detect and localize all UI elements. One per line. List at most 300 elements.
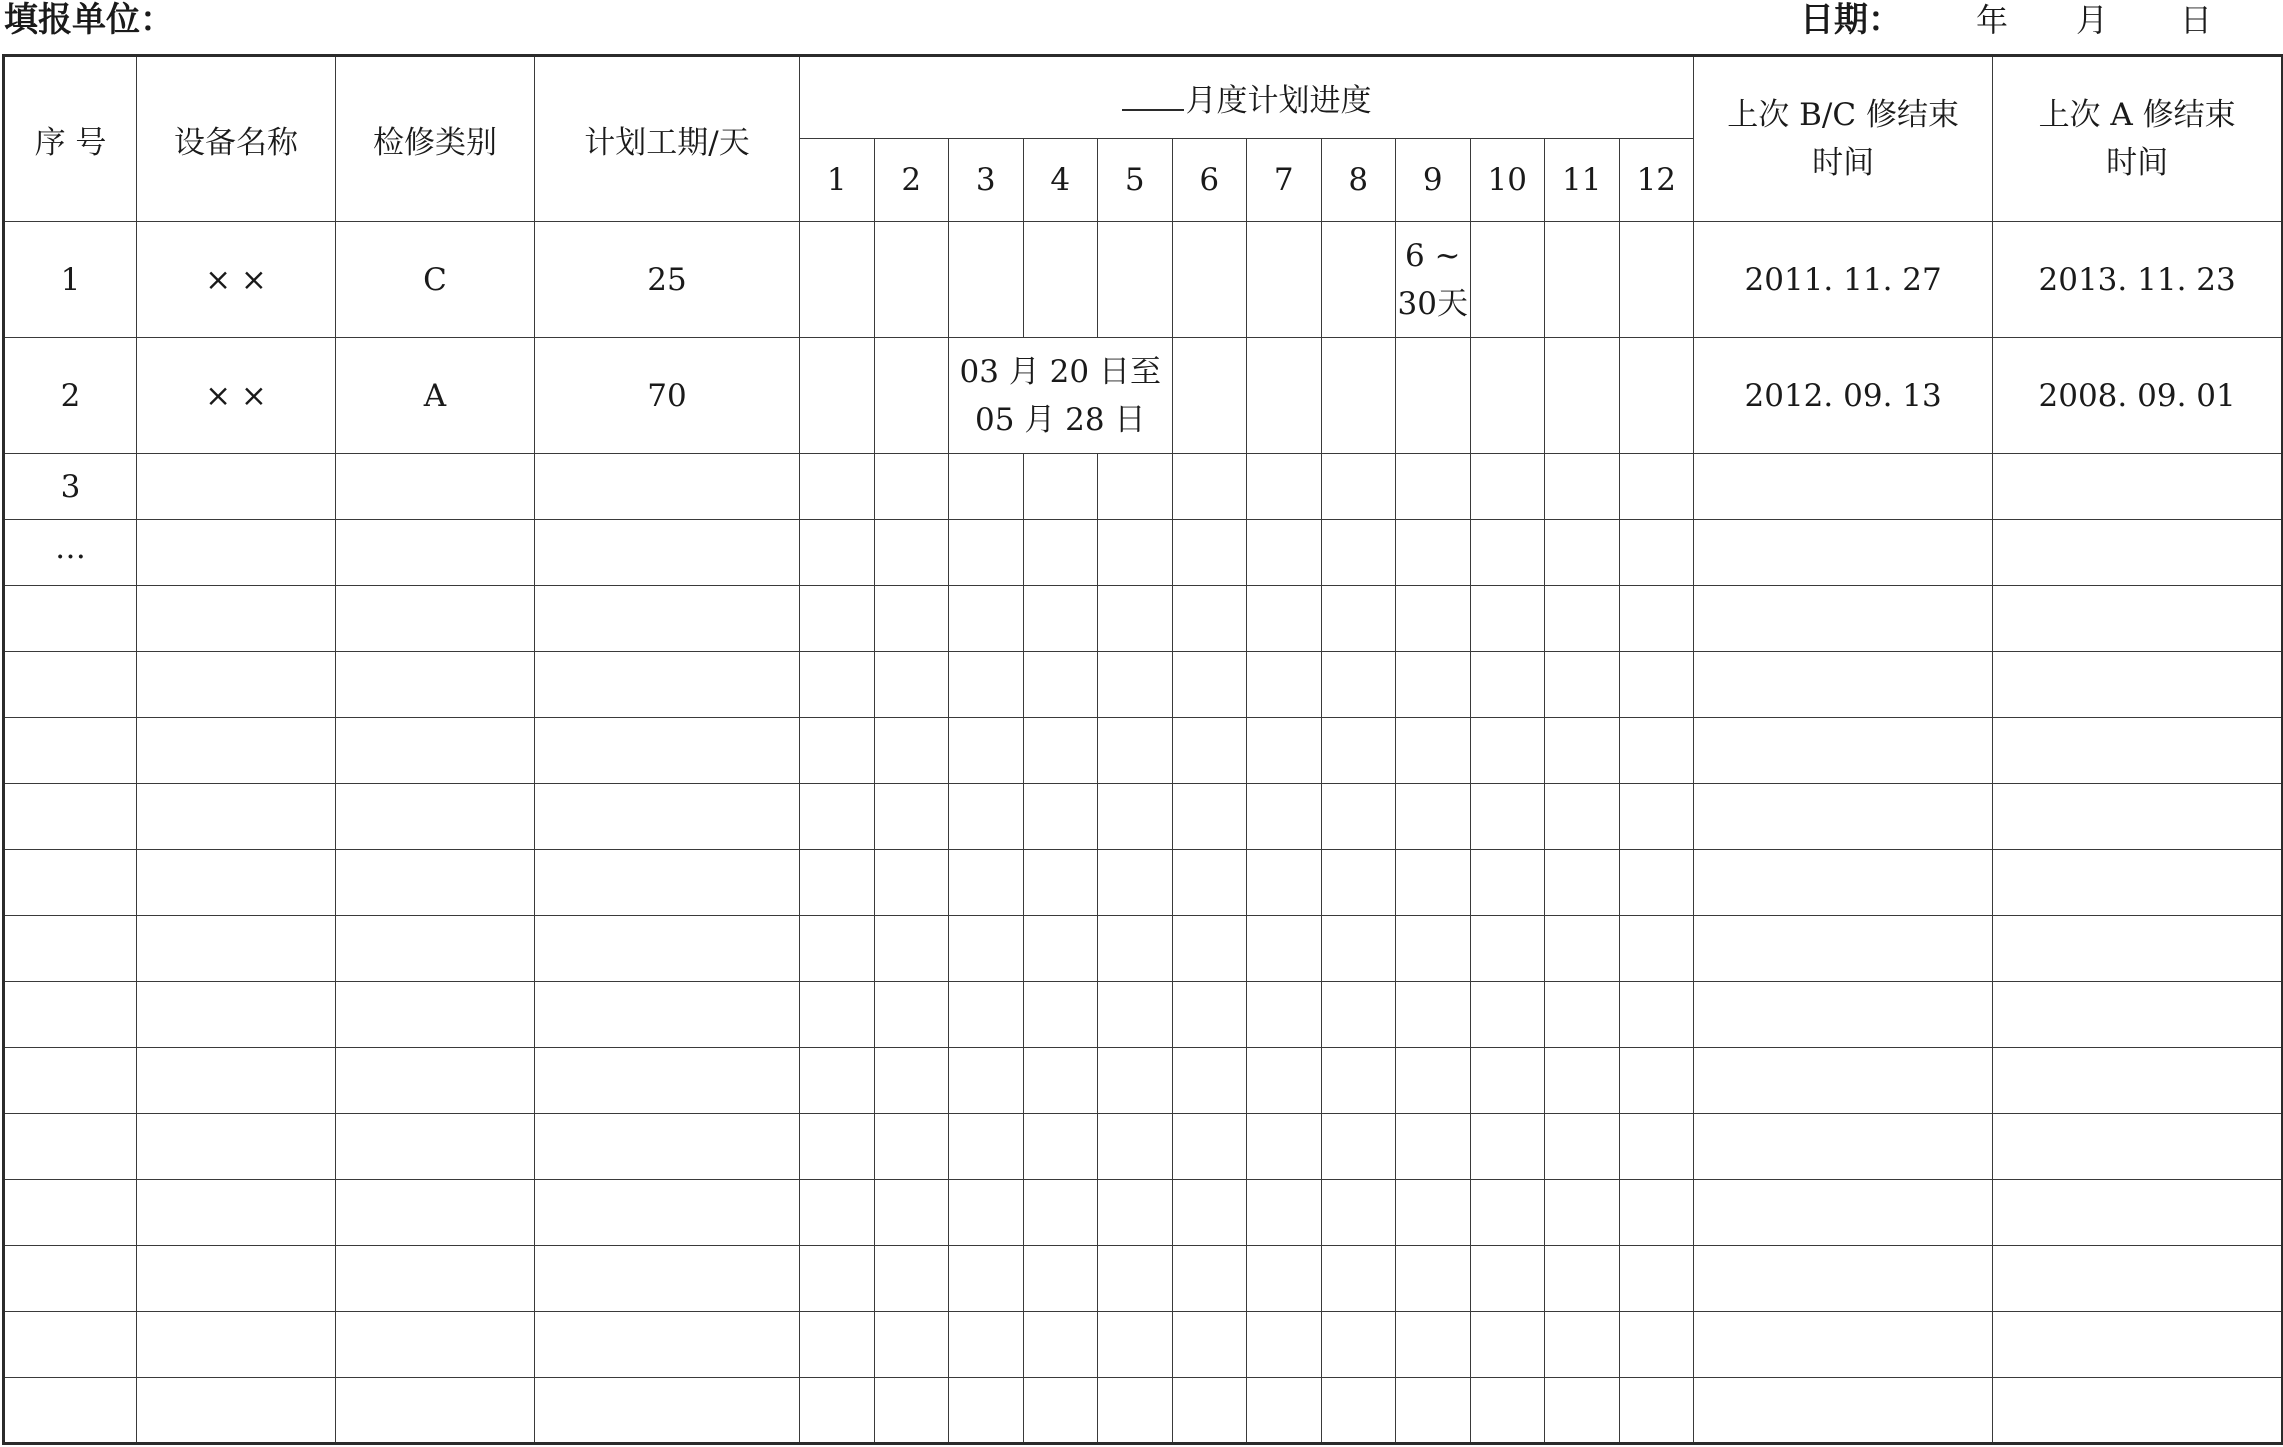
cell-last-a <box>1993 652 2283 718</box>
header-month-5: 5 <box>1098 139 1173 222</box>
cell-month-8 <box>1321 850 1396 916</box>
cell-device: × × <box>137 338 336 454</box>
cell-month-8 <box>1321 1180 1396 1246</box>
cell-last-bc <box>1694 916 1993 982</box>
cell-month-9 <box>1396 1180 1471 1246</box>
cell-month-10 <box>1470 454 1545 520</box>
cell-month-11 <box>1545 916 1620 982</box>
cell-last-a <box>1993 1246 2283 1312</box>
cell-last-a <box>1993 916 2283 982</box>
cell-device <box>137 718 336 784</box>
header-month-12: 12 <box>1619 139 1694 222</box>
cell-month-1 <box>800 784 875 850</box>
cell-month-1 <box>800 454 875 520</box>
cell-category <box>336 916 535 982</box>
cell-month-8 <box>1321 916 1396 982</box>
cell-seq <box>4 850 137 916</box>
cell-month-1 <box>800 520 875 586</box>
header-last-bc-end <box>1694 56 1993 222</box>
cell-category <box>336 1378 535 1444</box>
cell-category: A <box>336 338 535 454</box>
cell-month-12 <box>1619 850 1694 916</box>
cell-month-10 <box>1470 222 1545 338</box>
cell-category <box>336 784 535 850</box>
header-last-bc-line1: 上次 B/C 修结束 <box>1727 97 1959 133</box>
cell-month-2 <box>874 784 949 850</box>
cell-month-10 <box>1470 520 1545 586</box>
cell-month-3 <box>949 652 1024 718</box>
table-row <box>4 916 2283 982</box>
cell-device <box>137 454 336 520</box>
cell-month-11 <box>1545 520 1620 586</box>
cell-month-12 <box>1619 1246 1694 1312</box>
cell-month-11 <box>1545 982 1620 1048</box>
cell-month-7 <box>1247 1378 1322 1444</box>
cell-month-3 <box>949 1246 1024 1312</box>
cell-seq: 1 <box>4 222 137 338</box>
cell-month-12 <box>1619 1114 1694 1180</box>
cell-month-2 <box>874 454 949 520</box>
cell-month-8 <box>1321 222 1396 338</box>
cell-month-11 <box>1545 1246 1620 1312</box>
cell-month-5 <box>1098 916 1173 982</box>
cell-duration <box>535 1246 800 1312</box>
cell-month-12 <box>1619 1180 1694 1246</box>
cell-month-9 <box>1396 338 1471 454</box>
cell-duration <box>535 718 800 784</box>
cell-duration <box>535 652 800 718</box>
cell-month-9 <box>1396 916 1471 982</box>
cell-last-bc <box>1694 982 1993 1048</box>
table-row <box>4 982 2283 1048</box>
cell-category <box>336 1246 535 1312</box>
month9-plan-line1: 6 ~ <box>1404 237 1461 274</box>
cell-month-9 <box>1396 520 1471 586</box>
cell-month-5 <box>1098 222 1173 338</box>
cell-month-10 <box>1470 850 1545 916</box>
cell-month-10 <box>1470 718 1545 784</box>
cell-category <box>336 982 535 1048</box>
cell-month-7 <box>1247 1114 1322 1180</box>
cell-seq <box>4 718 137 784</box>
cell-month-6 <box>1172 586 1247 652</box>
cell-month-8 <box>1321 1048 1396 1114</box>
month-blank-underline <box>1122 81 1184 111</box>
span-plan-line1: 03 月 20 日至 <box>959 353 1161 390</box>
cell-month-5 <box>1098 454 1173 520</box>
cell-month-6 <box>1172 784 1247 850</box>
cell-month-4 <box>1023 454 1098 520</box>
cell-category <box>336 454 535 520</box>
cell-month-8 <box>1321 454 1396 520</box>
cell-month-4 <box>1023 718 1098 784</box>
cell-month-8 <box>1321 784 1396 850</box>
table-row <box>4 1048 2283 1114</box>
date-day-label: 日 <box>2180 1 2213 39</box>
cell-month-2 <box>874 1246 949 1312</box>
cell-month-11 <box>1545 454 1620 520</box>
cell-month-7 <box>1247 1048 1322 1114</box>
table-row <box>4 1246 2283 1312</box>
cell-month-4 <box>1023 1312 1098 1378</box>
cell-month-9 <box>1396 1048 1471 1114</box>
cell-month-3 <box>949 850 1024 916</box>
date-month-label: 月 <box>2076 1 2109 39</box>
cell-month-10 <box>1470 982 1545 1048</box>
cell-device <box>137 850 336 916</box>
header-last-a-end <box>1993 56 2283 222</box>
cell-seq <box>4 1312 137 1378</box>
cell-month-3 <box>949 586 1024 652</box>
cell-month-5 <box>1098 1114 1173 1180</box>
cell-month-1 <box>800 982 875 1048</box>
cell-month-5 <box>1098 1312 1173 1378</box>
cell-month-10 <box>1470 1180 1545 1246</box>
cell-month-9 <box>1396 784 1471 850</box>
cell-month-11 <box>1545 338 1620 454</box>
cell-month-2 <box>874 982 949 1048</box>
cell-month-12 <box>1619 784 1694 850</box>
header-month-7: 7 <box>1247 139 1322 222</box>
cell-seq <box>4 586 137 652</box>
cell-seq <box>4 1114 137 1180</box>
empty-rows <box>4 586 2283 1444</box>
cell-last-bc <box>1694 850 1993 916</box>
table-row <box>4 652 2283 718</box>
cell-duration <box>535 1114 800 1180</box>
cell-month-9 <box>1396 718 1471 784</box>
cell-duration <box>535 784 800 850</box>
cell-month-7 <box>1247 718 1322 784</box>
cell-category <box>336 1114 535 1180</box>
cell-month-10 <box>1470 586 1545 652</box>
cell-month-3 <box>949 454 1024 520</box>
header-seq: 序 号 <box>4 56 137 222</box>
table-row <box>4 222 2283 338</box>
cell-month-6 <box>1172 1048 1247 1114</box>
cell-month-10 <box>1470 1312 1545 1378</box>
cell-month-3 <box>949 1114 1024 1180</box>
cell-device <box>137 652 336 718</box>
header-last-bc-line2: 时间 <box>1812 145 1875 181</box>
cell-month-5 <box>1098 1246 1173 1312</box>
cell-month-2 <box>874 222 949 338</box>
cell-month-6 <box>1172 982 1247 1048</box>
cell-month-1 <box>800 1048 875 1114</box>
table-row <box>4 1180 2283 1246</box>
cell-seq <box>4 1048 137 1114</box>
cell-last-a <box>1993 982 2283 1048</box>
cell-month-2 <box>874 916 949 982</box>
cell-last-bc: 2011. 11. 27 <box>1694 222 1993 338</box>
cell-month-11 <box>1545 1048 1620 1114</box>
cell-month-5 <box>1098 1048 1173 1114</box>
table-row <box>4 784 2283 850</box>
cell-month-11 <box>1545 586 1620 652</box>
cell-month-1 <box>800 1312 875 1378</box>
cell-last-bc <box>1694 1114 1993 1180</box>
cell-month-6 <box>1172 718 1247 784</box>
cell-month-8 <box>1321 982 1396 1048</box>
cell-month-6 <box>1172 1312 1247 1378</box>
header-planned-duration: 计划工期/天 <box>535 56 800 222</box>
cell-month-8 <box>1321 1114 1396 1180</box>
cell-category <box>336 520 535 586</box>
cell-seq <box>4 982 137 1048</box>
cell-month-6 <box>1172 1246 1247 1312</box>
cell-last-a <box>1993 1180 2283 1246</box>
cell-duration <box>535 1048 800 1114</box>
cell-device <box>137 1180 336 1246</box>
header-month-1: 1 <box>800 139 875 222</box>
cell-month-9-plan <box>1396 222 1471 338</box>
cell-month-12 <box>1619 652 1694 718</box>
cell-month-3 <box>949 1048 1024 1114</box>
cell-month-4 <box>1023 1246 1098 1312</box>
cell-seq: 3 <box>4 454 137 520</box>
cell-month-3 <box>949 1180 1024 1246</box>
cell-month-7 <box>1247 784 1322 850</box>
cell-month-2 <box>874 850 949 916</box>
cell-month-8 <box>1321 718 1396 784</box>
cell-month-5 <box>1098 1180 1173 1246</box>
cell-month-12 <box>1619 454 1694 520</box>
cell-month-9 <box>1396 1312 1471 1378</box>
date-year-label: 年 <box>1976 1 2009 39</box>
cell-seq <box>4 784 137 850</box>
cell-month-5 <box>1098 784 1173 850</box>
cell-month-10 <box>1470 1048 1545 1114</box>
cell-last-bc <box>1694 1312 1993 1378</box>
header-month-4: 4 <box>1023 139 1098 222</box>
cell-month-1 <box>800 652 875 718</box>
header-month-10: 10 <box>1470 139 1545 222</box>
cell-month-3 <box>949 520 1024 586</box>
cell-month-6 <box>1172 1114 1247 1180</box>
cell-month-3 <box>949 982 1024 1048</box>
cell-month-9 <box>1396 982 1471 1048</box>
cell-month-1 <box>800 1378 875 1444</box>
table-row <box>4 520 2283 586</box>
cell-month-11 <box>1545 222 1620 338</box>
cell-month-2 <box>874 1378 949 1444</box>
cell-month-7 <box>1247 916 1322 982</box>
header-month-8: 8 <box>1321 139 1396 222</box>
month9-plan-line2: 30天 <box>1397 285 1468 322</box>
cell-month-6 <box>1172 652 1247 718</box>
cell-duration <box>535 454 800 520</box>
cell-month-11 <box>1545 1180 1620 1246</box>
cell-month-3 <box>949 784 1024 850</box>
cell-month-7 <box>1247 850 1322 916</box>
cell-month-3 <box>949 222 1024 338</box>
cell-month-8 <box>1321 586 1396 652</box>
cell-month-7 <box>1247 982 1322 1048</box>
cell-month-3 <box>949 718 1024 784</box>
cell-last-a <box>1993 718 2283 784</box>
cell-device <box>137 982 336 1048</box>
cell-month-11 <box>1545 718 1620 784</box>
cell-month-2 <box>874 1114 949 1180</box>
cell-month-10 <box>1470 1378 1545 1444</box>
header-last-a-line1: 上次 A 修结束 <box>2038 97 2236 133</box>
table-row <box>4 718 2283 784</box>
cell-month-6 <box>1172 338 1247 454</box>
cell-month-9 <box>1396 652 1471 718</box>
cell-last-a <box>1993 1312 2283 1378</box>
cell-category: C <box>336 222 535 338</box>
cell-category <box>336 1048 535 1114</box>
cell-month-1 <box>800 1114 875 1180</box>
cell-month-5 <box>1098 718 1173 784</box>
cell-month-5 <box>1098 586 1173 652</box>
cell-last-bc <box>1694 1048 1993 1114</box>
cell-last-bc <box>1694 520 1993 586</box>
cell-month-5 <box>1098 520 1173 586</box>
cell-month-7 <box>1247 338 1322 454</box>
cell-month-4 <box>1023 222 1098 338</box>
maintenance-schedule-table <box>2 54 2283 1445</box>
cell-month-12 <box>1619 338 1694 454</box>
cell-month-6 <box>1172 454 1247 520</box>
cell-month-4 <box>1023 1114 1098 1180</box>
cell-month-9 <box>1396 1378 1471 1444</box>
cell-device <box>137 916 336 982</box>
date-label: 日期： <box>1800 0 1902 40</box>
cell-month-1 <box>800 222 875 338</box>
cell-month-6 <box>1172 916 1247 982</box>
cell-month-2 <box>874 586 949 652</box>
cell-last-bc <box>1694 718 1993 784</box>
cell-seq <box>4 1378 137 1444</box>
cell-month-10 <box>1470 784 1545 850</box>
cell-month-5 <box>1098 1378 1173 1444</box>
cell-duration <box>535 520 800 586</box>
cell-month-12 <box>1619 916 1694 982</box>
cell-month-12 <box>1619 222 1694 338</box>
cell-month-11 <box>1545 1378 1620 1444</box>
cell-duration <box>535 1378 800 1444</box>
cell-category <box>336 1180 535 1246</box>
cell-month-4 <box>1023 652 1098 718</box>
cell-duration <box>535 586 800 652</box>
header-month-3: 3 <box>949 139 1024 222</box>
table-row <box>4 338 2283 454</box>
cell-month-6 <box>1172 850 1247 916</box>
cell-month-3-5-plan <box>949 338 1173 454</box>
cell-month-4 <box>1023 784 1098 850</box>
cell-month-1 <box>800 718 875 784</box>
cell-seq: … <box>4 520 137 586</box>
cell-month-2 <box>874 1048 949 1114</box>
cell-month-9 <box>1396 850 1471 916</box>
cell-duration <box>535 1312 800 1378</box>
cell-last-a: 2013. 11. 23 <box>1993 222 2283 338</box>
header-monthly-schedule <box>800 56 1694 139</box>
cell-seq <box>4 916 137 982</box>
cell-last-bc <box>1694 1378 1993 1444</box>
cell-device: × × <box>137 222 336 338</box>
table-row <box>4 1378 2283 1444</box>
cell-month-10 <box>1470 652 1545 718</box>
cell-last-a <box>1993 1048 2283 1114</box>
cell-month-10 <box>1470 916 1545 982</box>
cell-month-3 <box>949 916 1024 982</box>
cell-month-12 <box>1619 1312 1694 1378</box>
cell-month-9 <box>1396 454 1471 520</box>
cell-last-a <box>1993 586 2283 652</box>
table-row <box>4 1312 2283 1378</box>
cell-month-6 <box>1172 1180 1247 1246</box>
cell-month-5 <box>1098 982 1173 1048</box>
cell-month-7 <box>1247 1180 1322 1246</box>
cell-month-4 <box>1023 586 1098 652</box>
cell-category <box>336 652 535 718</box>
cell-last-a: 2008. 09. 01 <box>1993 338 2283 454</box>
cell-month-4 <box>1023 1048 1098 1114</box>
header-month-9: 9 <box>1396 139 1471 222</box>
cell-month-9 <box>1396 1246 1471 1312</box>
cell-seq <box>4 1180 137 1246</box>
cell-month-4 <box>1023 1180 1098 1246</box>
cell-category <box>336 718 535 784</box>
cell-month-7 <box>1247 586 1322 652</box>
cell-duration <box>535 850 800 916</box>
cell-month-4 <box>1023 916 1098 982</box>
cell-device <box>137 586 336 652</box>
cell-device <box>137 1378 336 1444</box>
cell-month-11 <box>1545 1312 1620 1378</box>
cell-month-2 <box>874 652 949 718</box>
cell-month-12 <box>1619 718 1694 784</box>
cell-month-12 <box>1619 586 1694 652</box>
cell-last-a <box>1993 1114 2283 1180</box>
cell-month-11 <box>1545 784 1620 850</box>
cell-month-11 <box>1545 1114 1620 1180</box>
cell-seq: 2 <box>4 338 137 454</box>
cell-last-bc <box>1694 784 1993 850</box>
header-month-6: 6 <box>1172 139 1247 222</box>
cell-month-1 <box>800 1246 875 1312</box>
cell-month-12 <box>1619 1048 1694 1114</box>
cell-month-9 <box>1396 586 1471 652</box>
cell-month-11 <box>1545 652 1620 718</box>
cell-month-8 <box>1321 520 1396 586</box>
cell-device <box>137 520 336 586</box>
header-device-name: 设备名称 <box>137 56 336 222</box>
header-month-11: 11 <box>1545 139 1620 222</box>
cell-duration: 70 <box>535 338 800 454</box>
cell-month-8 <box>1321 1378 1396 1444</box>
cell-month-2 <box>874 520 949 586</box>
cell-month-12 <box>1619 1378 1694 1444</box>
cell-month-4 <box>1023 1378 1098 1444</box>
cell-month-12 <box>1619 520 1694 586</box>
table-row <box>4 1114 2283 1180</box>
cell-last-a <box>1993 520 2283 586</box>
cell-month-1 <box>800 1180 875 1246</box>
cell-month-2 <box>874 718 949 784</box>
cell-month-6 <box>1172 520 1247 586</box>
cell-month-7 <box>1247 222 1322 338</box>
cell-last-a <box>1993 454 2283 520</box>
cell-last-a <box>1993 784 2283 850</box>
cell-month-10 <box>1470 1114 1545 1180</box>
cell-duration: 25 <box>535 222 800 338</box>
span-plan-line2: 05 月 28 日 <box>975 401 1146 438</box>
cell-last-bc <box>1694 1180 1993 1246</box>
table-row <box>4 850 2283 916</box>
